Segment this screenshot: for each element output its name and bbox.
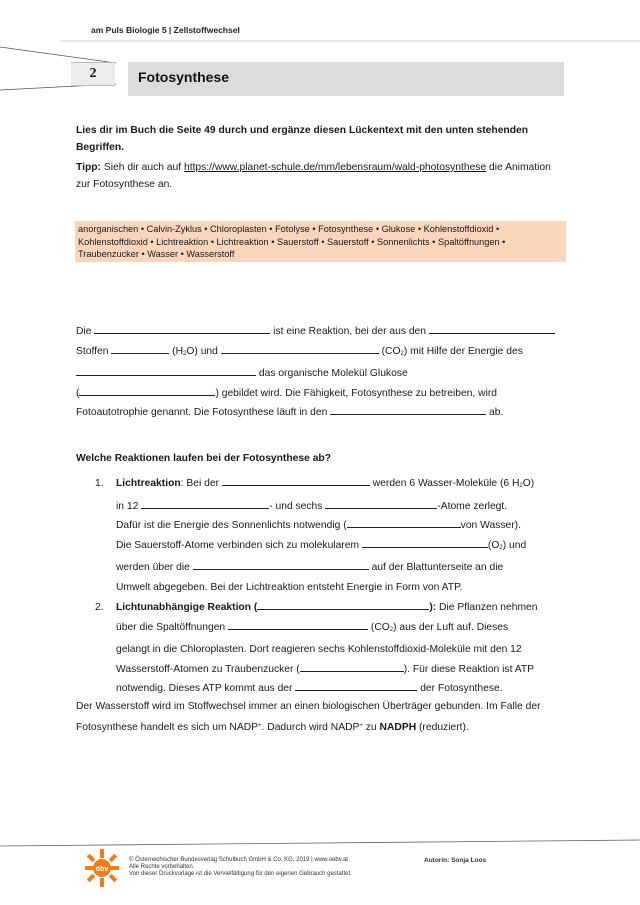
- blank-field[interactable]: [257, 599, 429, 610]
- text: notwendig. Dieses ATP kommt aus der: [116, 683, 296, 694]
- copyright-line: © Österreichischer Bundesverlag Schulbuch GmbH & Co. KG, 2019 | www.oebv.at: [129, 857, 348, 863]
- copy-permission-line: Von dieser Druckvorlage ist die Vervielfältigung für den eigenen Gebrauch gestattet.: [129, 871, 352, 878]
- closing-paragraph: [76, 697, 566, 737]
- rights-line: Alle Rechte vorbehalten.: [129, 864, 195, 871]
- item-label: Lichtreaktion: [116, 478, 181, 489]
- text: (: [76, 387, 80, 399]
- item-label: Lichtunabhängige Reaktion (: [116, 602, 258, 613]
- text: (CO: [378, 345, 401, 357]
- cloze-line: [116, 618, 566, 641]
- superscript: +: [258, 722, 262, 729]
- text: Die: [76, 326, 95, 337]
- text: der Fotosynthese.: [417, 683, 503, 694]
- text: ) gebildet wird. Die Fähigkeit, Fotosynthese zu betreiben, wird: [215, 387, 498, 399]
- text: ab.: [486, 407, 504, 418]
- text: NADPH: [379, 721, 417, 733]
- text: Wasserstoff-Atomen zu Traubenzucker (: [116, 663, 300, 675]
- instruction-text: Lies dir im Buch die Seite 49 durch und ergänze diesen Lückentext mit den unten stehenden Begriffen.: [76, 125, 529, 153]
- text: (H: [169, 345, 184, 357]
- text: O) und: [186, 345, 221, 357]
- text: Stoffen: [76, 345, 112, 357]
- cloze-line: [116, 598, 566, 618]
- blank-field[interactable]: [300, 661, 404, 672]
- text: ):: [429, 602, 437, 613]
- blank-field[interactable]: [228, 619, 368, 630]
- tip-post: die Animation zur Fotosynthese an.: [76, 162, 551, 190]
- subscript: 2: [499, 544, 503, 551]
- text: in 12: [116, 500, 142, 512]
- blank-field[interactable]: [111, 343, 169, 354]
- blank-field[interactable]: [325, 498, 437, 509]
- oebv-logo-icon: [84, 848, 120, 888]
- blank-field[interactable]: [141, 498, 269, 509]
- text: Dafür ist die Energie des Sonnenlichts notwendig (: [116, 520, 347, 531]
- text: O): [522, 478, 535, 489]
- cloze-line: [76, 364, 566, 384]
- list-body: [116, 474, 566, 597]
- text: zu: [362, 721, 380, 733]
- blank-field[interactable]: [347, 517, 461, 528]
- header-book-title: am Puls Biologie 5 | Zellstoffwechsel: [91, 25, 240, 35]
- blank-field[interactable]: [222, 475, 370, 486]
- cloze-line: [76, 342, 566, 365]
- text: von Wasser).: [460, 520, 521, 531]
- blank-field[interactable]: [193, 559, 369, 570]
- tip-label: Tipp:: [76, 162, 101, 173]
- blank-field[interactable]: [76, 365, 256, 376]
- text: : Bei der: [180, 478, 222, 489]
- blank-field[interactable]: [330, 404, 486, 415]
- cloze-line: [116, 558, 566, 578]
- page-title: Fotosynthese: [138, 69, 230, 85]
- word-bank: anorganischen • Calvin-Zyklus • Chloroplasten • Fotolyse • Fotosynthese • Glukose • Kohlenstoffdioxid • Kohlenstoffdioxid • Lichtreaktion • Lichtreaktion • Sauerstoff • Sauerstoff • Sonnenlichts • Spaltöffnungen • Traubenzucker • Wasser • Wasserstoff: [75, 221, 566, 262]
- blank-field[interactable]: [221, 343, 379, 354]
- text: über die Spaltöffnungen: [116, 621, 229, 633]
- cloze-line: Umwelt abgegeben. Bei der Lichtreaktion entsteht Energie in Form von ATP.: [116, 581, 463, 593]
- list-number: 2.: [95, 602, 104, 613]
- blank-field[interactable]: [295, 680, 417, 691]
- text: (O: [487, 539, 500, 551]
- copyright-notice: [129, 857, 429, 879]
- text: ) und: [502, 539, 527, 551]
- subscript: 2: [519, 483, 523, 489]
- blank-field[interactable]: [429, 323, 555, 334]
- question-heading: Welche Reaktionen laufen bei der Fotosynthese ab?: [76, 453, 331, 464]
- cloze-line: [116, 679, 566, 699]
- cloze-line: [116, 536, 566, 559]
- tip-link[interactable]: https://www.planet-schule.de/mm/lebensraum/wald-photosynthese: [183, 162, 487, 173]
- cloze-line: [116, 516, 566, 536]
- text: . Dadurch wird NADP: [261, 721, 360, 733]
- subscript: 2: [400, 350, 404, 357]
- svg-text:öbv: öbv: [95, 866, 109, 873]
- text: Der Wasserstoff wird im Stoffwechsel immer an einen biologischen Überträger gebunden. Im Falle der Fotosynthese handelt es sich um NADP: [76, 701, 541, 733]
- blank-field[interactable]: [362, 537, 488, 548]
- text: ). Für diese Reaktion ist ATP: [403, 663, 534, 675]
- text: das organische Molekül Glukose: [256, 368, 408, 379]
- blank-field[interactable]: [94, 323, 270, 334]
- cloze-line: [116, 497, 566, 517]
- tip-text: [76, 160, 566, 193]
- text: auf der Blattunterseite an die: [368, 562, 504, 573]
- list-body: [116, 598, 566, 699]
- text: -Atome zerlegt.: [437, 500, 508, 512]
- cloze-line: [76, 322, 566, 342]
- author: Autorin: Sonja Loos: [424, 857, 487, 864]
- cloze-paragraph: [76, 322, 566, 423]
- cloze-line: [76, 403, 566, 423]
- cloze-line: [116, 660, 566, 680]
- cloze-line: gelangt in die Chloroplasten. Dort reagieren sechs Kohlenstoffdioxid-Moleküle mit den 12: [116, 644, 522, 655]
- tip-pre: Sieh dir auch auf: [100, 162, 184, 173]
- subscript: 2: [183, 350, 187, 357]
- text: werden über die: [116, 562, 193, 573]
- text: ) mit Hilfe der Energie des: [403, 345, 523, 357]
- subscript: 2: [389, 626, 394, 633]
- text: (CO: [368, 621, 390, 633]
- cloze-line: [76, 384, 566, 404]
- superscript: +: [359, 722, 363, 729]
- blank-field[interactable]: [79, 385, 215, 396]
- text: ) aus der Luft auf. Dieses: [393, 621, 509, 633]
- text: Die Pflanzen nehmen: [436, 602, 538, 613]
- text: (reduziert).: [416, 721, 469, 733]
- text: Die Sauerstoff-Atome verbinden sich zu molekularem: [116, 539, 362, 551]
- text: ist eine Reaktion, bei der aus den: [270, 326, 429, 337]
- cloze-line: [116, 474, 566, 497]
- text: - und sechs: [269, 500, 326, 512]
- text: werden 6 Wasser-Moleküle (6 H: [369, 478, 520, 489]
- list-number: 1.: [95, 478, 104, 489]
- worksheet-number: 2: [71, 62, 115, 86]
- text: Fotoautotrophie genannt. Die Fotosynthese läuft in den: [76, 407, 331, 418]
